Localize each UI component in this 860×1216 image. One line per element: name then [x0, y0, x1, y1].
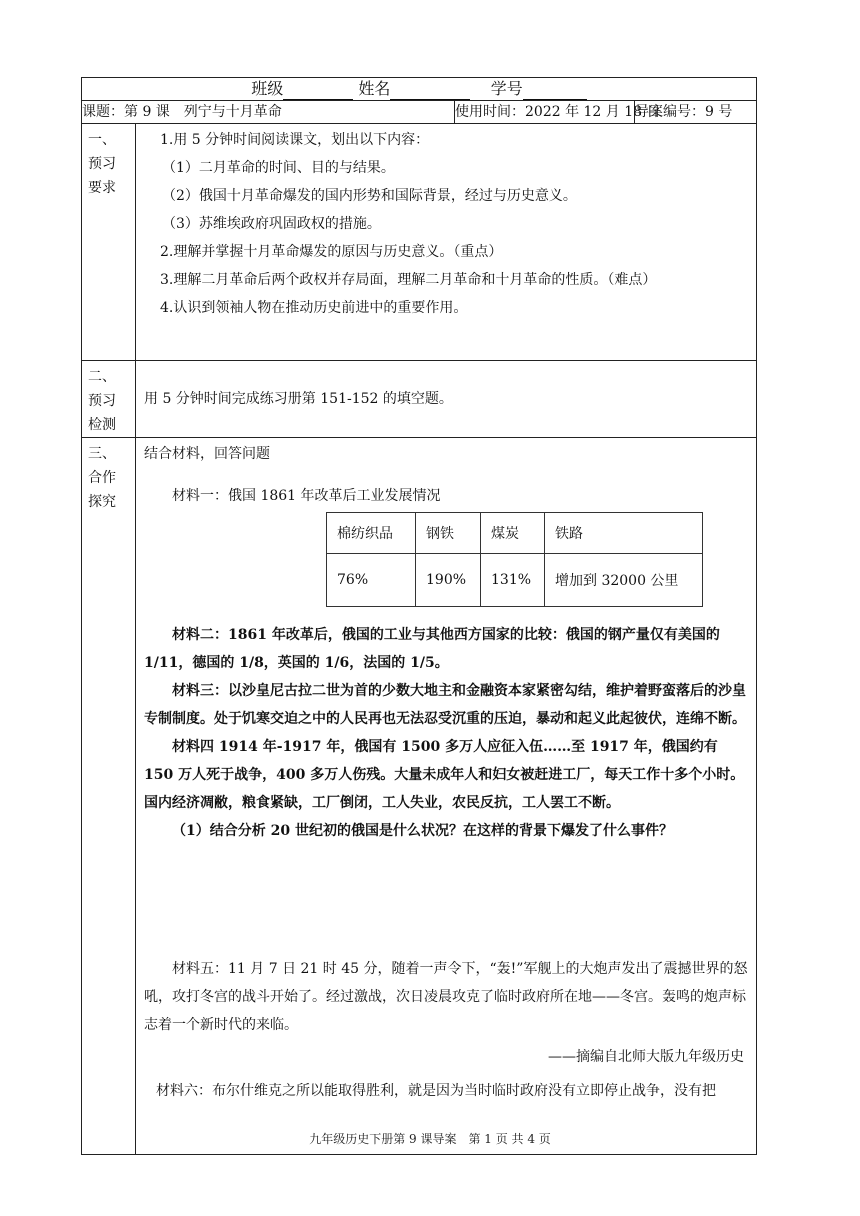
- lesson-topic: 课题：第 9 课 列宁与十月革命: [82, 101, 455, 124]
- usage-date: 使用时间：2022 年 12 月 18 日: [455, 101, 635, 124]
- table-header-cell: 钢铁: [416, 513, 481, 554]
- page-footer: 九年级历史下册第 9 课导案 第 1 页 共 4 页: [309, 1132, 551, 1146]
- req-1-1: （1）二月革命的时间、目的与结果。: [162, 160, 395, 176]
- table-cell: 增加到 32000 公里: [545, 554, 703, 607]
- section-preview-requirements: [82, 124, 757, 361]
- section-label: 二、 预习 检测: [82, 361, 136, 438]
- table-cell: 190%: [416, 554, 481, 607]
- industry-table: [326, 512, 703, 607]
- table-header-row: [327, 513, 703, 554]
- class-label: 班级: [251, 79, 284, 98]
- inquiry-intro: 结合材料，回答问题: [144, 446, 270, 462]
- req-2: 2.理解并掌握十月革命爆发的原因与历史意义。（重点）: [160, 244, 503, 260]
- req-3: 3.理解二月革命后两个政权并存局面，理解二月革命和十月革命的性质。（难点）: [160, 272, 657, 288]
- section-label: 一、 预习 要求: [82, 124, 136, 361]
- table-header-cell: 棉纺织品: [327, 513, 416, 554]
- lesson-plan-sheet: [81, 77, 756, 1155]
- table-row: [327, 554, 703, 607]
- material-2: 材料二：1861 年改革后，俄国的工业与其他西方国家的比较：俄国的钢产量仅有美国的 1/11，德国的 1/8，英国的 1/6，法国的 1/5。: [144, 627, 720, 671]
- req-1: 1.用 5 分钟时间阅读课文，划出以下内容：: [160, 132, 430, 148]
- material-4: 材料四 1914 年-1917 年，俄国有 1500 多万人应征入伍……至 1917 年，俄国约有 150 万人死于战争，400 多万人伤残。大量未成年人和妇女被赶进工厂，每天工作十多个小时。国内经济凋敝，粮食紧缺，工厂倒闭，工人失业，农民反抗，工人罢工不断。: [144, 739, 745, 811]
- answer-space[interactable]: [144, 845, 750, 955]
- student-info-row: [82, 78, 757, 101]
- class-blank[interactable]: [283, 83, 353, 100]
- name-label: 姓名: [358, 79, 391, 98]
- id-label: 学号: [490, 79, 523, 98]
- section-preview-check: [82, 361, 757, 438]
- lesson-info-row: [82, 101, 757, 124]
- table-cell: 76%: [327, 554, 416, 607]
- check-text: 用 5 分钟时间完成练习册第 151-152 的填空题。: [144, 391, 453, 407]
- table-cell: 131%: [481, 554, 545, 607]
- material-3: 材料三：以沙皇尼古拉二世为首的少数大地主和金融资本家紧密勾结，维护着野蛮落后的沙皇专制制度。处于饥寒交迫之中的人民再也无法忍受沉重的压迫，暴动和起义此起彼伏，连绵不断。: [144, 683, 746, 727]
- req-1-2: （2）俄国十月革命爆发的国内形势和国际背景，经过与历史意义。: [162, 188, 577, 204]
- name-blank[interactable]: [390, 83, 470, 100]
- table-header-cell: 煤炭: [481, 513, 545, 554]
- lesson-plan-table: [81, 77, 757, 1155]
- id-blank[interactable]: [523, 83, 587, 100]
- question-1: （1）结合分析 20 世纪初的俄国是什么状况？在这样的背景下爆发了什么事件？: [172, 823, 673, 839]
- material-6: 材料六：布尔什维克之所以能取得胜利，就是因为当时临时政府没有立即停止战争，没有把: [156, 1083, 716, 1099]
- material-5-source: ——摘编自北师大版九年级历史: [548, 1049, 745, 1065]
- req-4: 4.认识到领袖人物在推动历史前进中的重要作用。: [160, 300, 468, 316]
- material-5: 材料五：11 月 7 日 21 时 45 分，随着一声令下，“轰!”军舰上的大炮声发出了震撼世界的怒吼，攻打冬宫的战斗开始了。经过激战，次日凌晨攻克了临时政府所在地——冬宫。轰鸣的炮声标志着一个新时代的来临。: [144, 961, 748, 1033]
- req-1-3: （3）苏维埃政府巩固政权的措施。: [162, 216, 381, 232]
- plan-number: 导案编号：9 号: [635, 101, 757, 124]
- section-cooperative-inquiry: [82, 438, 757, 1155]
- material-1-title: 材料一：俄国 1861 年改革后工业发展情况: [172, 488, 441, 504]
- table-header-cell: 铁路: [545, 513, 703, 554]
- section-label: 三、 合作 探究: [82, 438, 136, 1155]
